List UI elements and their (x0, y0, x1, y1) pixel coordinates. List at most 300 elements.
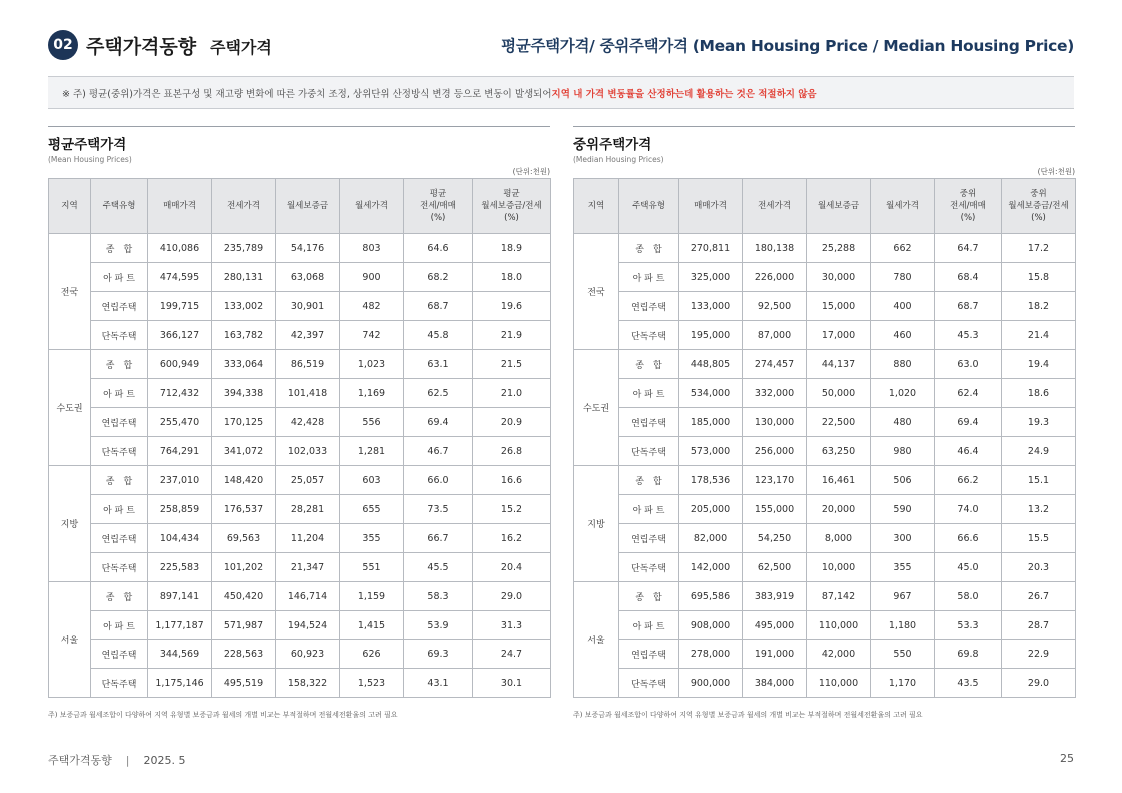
value-cell: 15.8 (1002, 263, 1076, 292)
value-cell: 274,457 (743, 350, 807, 379)
column-header: 전세가격 (212, 179, 276, 234)
housing-type-cell: 연립주택 (91, 524, 148, 553)
value-cell: 92,500 (743, 292, 807, 321)
value-cell: 16.6 (473, 466, 551, 495)
footer-date: 2025. 5 (143, 754, 186, 767)
value-cell: 195,000 (679, 321, 743, 350)
value-cell: 123,170 (743, 466, 807, 495)
housing-type-cell: 단독주택 (91, 321, 148, 350)
region-cell: 서울 (574, 582, 619, 698)
table-row (49, 350, 551, 379)
table-row (49, 669, 551, 698)
mean-table-title-en: (Mean Housing Prices) (48, 155, 132, 164)
value-cell: 15,000 (807, 292, 871, 321)
value-cell: 15.5 (1002, 524, 1076, 553)
value-cell: 158,322 (276, 669, 340, 698)
housing-type-cell: 연립주택 (619, 292, 679, 321)
value-cell: 66.6 (935, 524, 1002, 553)
value-cell: 506 (871, 466, 935, 495)
table-row (574, 553, 1076, 582)
value-cell: 20.9 (473, 408, 551, 437)
mean-table-footnote: 주) 보증금과 월세조합이 다양하여 지역 유형별 보증금과 월세의 개별 비교는 부적절하며 전월세전환율의 고려 필요 (48, 711, 398, 719)
value-cell: 355 (871, 553, 935, 582)
value-cell: 17.2 (1002, 234, 1076, 263)
mean-price-panel (48, 126, 550, 698)
table-row (574, 350, 1076, 379)
value-cell: 495,000 (743, 611, 807, 640)
region-cell: 지방 (49, 466, 91, 582)
value-cell: 8,000 (807, 524, 871, 553)
value-cell: 474,595 (148, 263, 212, 292)
value-cell: 29.0 (473, 582, 551, 611)
value-cell: 256,000 (743, 437, 807, 466)
column-header: 월세가격 (871, 179, 935, 234)
value-cell: 31.3 (473, 611, 551, 640)
value-cell: 344,569 (148, 640, 212, 669)
notice-text: ※ 주) 평균(중위)가격은 표본구성 및 재고량 변화에 따른 가중치 조정, 상위단위 산정방식 변경 등으로 변동이 발생되어 (62, 88, 552, 100)
value-cell: 133,002 (212, 292, 276, 321)
value-cell: 900,000 (679, 669, 743, 698)
value-cell: 333,064 (212, 350, 276, 379)
value-cell: 803 (340, 234, 404, 263)
table-row (49, 437, 551, 466)
value-cell: 68.7 (935, 292, 1002, 321)
table-row (574, 640, 1076, 669)
value-cell: 280,131 (212, 263, 276, 292)
value-cell: 69.8 (935, 640, 1002, 669)
value-cell: 68.2 (404, 263, 473, 292)
value-cell: 1,175,146 (148, 669, 212, 698)
table-row (49, 611, 551, 640)
housing-type-cell: 종 합 (91, 582, 148, 611)
value-cell: 1,415 (340, 611, 404, 640)
region-cell: 수도권 (49, 350, 91, 466)
value-cell: 178,536 (679, 466, 743, 495)
value-cell: 255,470 (148, 408, 212, 437)
value-cell: 237,010 (148, 466, 212, 495)
value-cell: 20.4 (473, 553, 551, 582)
housing-type-cell: 연립주택 (91, 408, 148, 437)
value-cell: 170,125 (212, 408, 276, 437)
value-cell: 384,000 (743, 669, 807, 698)
value-cell: 13.2 (1002, 495, 1076, 524)
value-cell: 450,420 (212, 582, 276, 611)
value-cell: 22,500 (807, 408, 871, 437)
value-cell: 573,000 (679, 437, 743, 466)
column-header: 월세보증금 (276, 179, 340, 234)
value-cell: 28.7 (1002, 611, 1076, 640)
region-cell: 전국 (574, 234, 619, 350)
value-cell: 30,000 (807, 263, 871, 292)
value-cell: 626 (340, 640, 404, 669)
value-cell: 50,000 (807, 379, 871, 408)
value-cell: 86,519 (276, 350, 340, 379)
value-cell: 18.6 (1002, 379, 1076, 408)
value-cell: 225,583 (148, 553, 212, 582)
region-cell: 전국 (49, 234, 91, 350)
housing-type-cell: 종 합 (91, 234, 148, 263)
page-header (48, 30, 1074, 60)
value-cell: 355 (340, 524, 404, 553)
column-header: 매매가격 (148, 179, 212, 234)
value-cell: 655 (340, 495, 404, 524)
column-header: 지역 (49, 179, 91, 234)
value-cell: 42,000 (807, 640, 871, 669)
value-cell: 104,434 (148, 524, 212, 553)
value-cell: 410,086 (148, 234, 212, 263)
value-cell: 482 (340, 292, 404, 321)
housing-type-cell: 아 파 트 (91, 611, 148, 640)
panel-divider (48, 126, 550, 127)
table-row (574, 466, 1076, 495)
value-cell: 87,142 (807, 582, 871, 611)
value-cell: 366,127 (148, 321, 212, 350)
value-cell: 712,432 (148, 379, 212, 408)
value-cell: 880 (871, 350, 935, 379)
housing-type-cell: 아 파 트 (91, 495, 148, 524)
value-cell: 534,000 (679, 379, 743, 408)
value-cell: 15.1 (1002, 466, 1076, 495)
value-cell: 63.0 (935, 350, 1002, 379)
value-cell: 600,949 (148, 350, 212, 379)
section-number-badge: 02 (48, 30, 78, 60)
value-cell: 662 (871, 234, 935, 263)
value-cell: 742 (340, 321, 404, 350)
value-cell: 21.0 (473, 379, 551, 408)
column-header: 평균 월세보증금/전세 (%) (473, 179, 551, 234)
page-number: 25 (1060, 752, 1074, 765)
value-cell: 20,000 (807, 495, 871, 524)
value-cell: 45.5 (404, 553, 473, 582)
table-row (49, 292, 551, 321)
value-cell: 1,180 (871, 611, 935, 640)
value-cell: 133,000 (679, 292, 743, 321)
value-cell: 43.1 (404, 669, 473, 698)
value-cell: 17,000 (807, 321, 871, 350)
value-cell: 146,714 (276, 582, 340, 611)
value-cell: 194,524 (276, 611, 340, 640)
value-cell: 24.7 (473, 640, 551, 669)
table-row (49, 379, 551, 408)
housing-type-cell: 종 합 (619, 466, 679, 495)
value-cell: 191,000 (743, 640, 807, 669)
value-cell: 69.4 (404, 408, 473, 437)
value-cell: 63,250 (807, 437, 871, 466)
housing-type-cell: 단독주택 (91, 669, 148, 698)
value-cell: 62.4 (935, 379, 1002, 408)
value-cell: 74.0 (935, 495, 1002, 524)
housing-type-cell: 연립주택 (619, 408, 679, 437)
median-table-unit: (단위:천원) (1037, 167, 1075, 176)
value-cell: 16,461 (807, 466, 871, 495)
housing-type-cell: 아 파 트 (619, 495, 679, 524)
value-cell: 18.9 (473, 234, 551, 263)
column-header: 평균 전세/매매 (%) (404, 179, 473, 234)
value-cell: 30.1 (473, 669, 551, 698)
value-cell: 54,250 (743, 524, 807, 553)
value-cell: 695,586 (679, 582, 743, 611)
table-row (49, 495, 551, 524)
region-cell: 수도권 (574, 350, 619, 466)
table-row (574, 669, 1076, 698)
value-cell: 24.9 (1002, 437, 1076, 466)
value-cell: 62.5 (404, 379, 473, 408)
value-cell: 21.4 (1002, 321, 1076, 350)
value-cell: 45.8 (404, 321, 473, 350)
value-cell: 64.6 (404, 234, 473, 263)
value-cell: 46.4 (935, 437, 1002, 466)
table-row (49, 321, 551, 350)
region-cell: 지방 (574, 466, 619, 582)
value-cell: 383,919 (743, 582, 807, 611)
table-row (49, 466, 551, 495)
column-header: 중위 월세보증금/전세 (%) (1002, 179, 1076, 234)
value-cell: 226,000 (743, 263, 807, 292)
table-row (574, 263, 1076, 292)
table-row (574, 611, 1076, 640)
value-cell: 62,500 (743, 553, 807, 582)
value-cell: 1,523 (340, 669, 404, 698)
value-cell: 58.0 (935, 582, 1002, 611)
column-header: 중위 전세/매매 (%) (935, 179, 1002, 234)
value-cell: 11,204 (276, 524, 340, 553)
value-cell: 60,923 (276, 640, 340, 669)
table-row (574, 582, 1076, 611)
value-cell: 780 (871, 263, 935, 292)
value-cell: 176,537 (212, 495, 276, 524)
median-price-table (573, 178, 1076, 698)
table-row (574, 292, 1076, 321)
value-cell: 63,068 (276, 263, 340, 292)
value-cell: 25,057 (276, 466, 340, 495)
value-cell: 130,000 (743, 408, 807, 437)
value-cell: 26.7 (1002, 582, 1076, 611)
value-cell: 325,000 (679, 263, 743, 292)
value-cell: 897,141 (148, 582, 212, 611)
table-row (574, 321, 1076, 350)
housing-type-cell: 단독주택 (619, 437, 679, 466)
value-cell: 66.2 (935, 466, 1002, 495)
value-cell: 43.5 (935, 669, 1002, 698)
table-row (49, 408, 551, 437)
value-cell: 30,901 (276, 292, 340, 321)
value-cell: 21.9 (473, 321, 551, 350)
value-cell: 550 (871, 640, 935, 669)
value-cell: 26.8 (473, 437, 551, 466)
value-cell: 42,397 (276, 321, 340, 350)
housing-type-cell: 아 파 트 (619, 379, 679, 408)
value-cell: 69.4 (935, 408, 1002, 437)
value-cell: 1,170 (871, 669, 935, 698)
value-cell: 185,000 (679, 408, 743, 437)
value-cell: 29.0 (1002, 669, 1076, 698)
value-cell: 480 (871, 408, 935, 437)
value-cell: 967 (871, 582, 935, 611)
housing-type-cell: 단독주택 (619, 669, 679, 698)
value-cell: 19.3 (1002, 408, 1076, 437)
table-header-row (574, 179, 1076, 234)
value-cell: 180,138 (743, 234, 807, 263)
value-cell: 1,177,187 (148, 611, 212, 640)
value-cell: 551 (340, 553, 404, 582)
value-cell: 45.3 (935, 321, 1002, 350)
housing-type-cell: 연립주택 (619, 524, 679, 553)
value-cell: 1,020 (871, 379, 935, 408)
value-cell: 590 (871, 495, 935, 524)
table-row (49, 582, 551, 611)
housing-type-cell: 단독주택 (91, 553, 148, 582)
median-table-footnote: 주) 보증금과 월세조합이 다양하여 지역 유형별 보증금과 월세의 개별 비교는 부적절하며 전월세전환율의 고려 필요 (573, 711, 923, 719)
value-cell: 21.5 (473, 350, 551, 379)
table-header-row (49, 179, 551, 234)
value-cell: 278,000 (679, 640, 743, 669)
value-cell: 64.7 (935, 234, 1002, 263)
table-row (49, 553, 551, 582)
value-cell: 69,563 (212, 524, 276, 553)
value-cell: 28,281 (276, 495, 340, 524)
column-header: 주택유형 (619, 179, 679, 234)
table-row (49, 234, 551, 263)
value-cell: 87,000 (743, 321, 807, 350)
value-cell: 53.3 (935, 611, 1002, 640)
mean-table-unit: (단위:천원) (512, 167, 550, 176)
value-cell: 53.9 (404, 611, 473, 640)
value-cell: 571,987 (212, 611, 276, 640)
value-cell: 199,715 (148, 292, 212, 321)
value-cell: 556 (340, 408, 404, 437)
value-cell: 54,176 (276, 234, 340, 263)
column-header: 매매가격 (679, 179, 743, 234)
value-cell: 980 (871, 437, 935, 466)
value-cell: 258,859 (148, 495, 212, 524)
value-cell: 66.0 (404, 466, 473, 495)
table-row (574, 495, 1076, 524)
value-cell: 142,000 (679, 553, 743, 582)
value-cell: 900 (340, 263, 404, 292)
housing-type-cell: 아 파 트 (619, 263, 679, 292)
value-cell: 21,347 (276, 553, 340, 582)
value-cell: 68.7 (404, 292, 473, 321)
value-cell: 460 (871, 321, 935, 350)
value-cell: 110,000 (807, 669, 871, 698)
value-cell: 19.6 (473, 292, 551, 321)
median-table-title-en: (Median Housing Prices) (573, 155, 664, 164)
value-cell: 42,428 (276, 408, 340, 437)
column-header: 지역 (574, 179, 619, 234)
value-cell: 1,023 (340, 350, 404, 379)
column-header: 월세보증금 (807, 179, 871, 234)
value-cell: 448,805 (679, 350, 743, 379)
value-cell: 69.3 (404, 640, 473, 669)
value-cell: 155,000 (743, 495, 807, 524)
mean-table-title: 평균주택가격 (48, 137, 127, 153)
page-footer (48, 752, 185, 768)
table-row (49, 524, 551, 553)
housing-type-cell: 연립주택 (619, 640, 679, 669)
value-cell: 101,418 (276, 379, 340, 408)
table-row (574, 234, 1076, 263)
panel-divider (573, 126, 1075, 127)
value-cell: 205,000 (679, 495, 743, 524)
table-row (574, 379, 1076, 408)
housing-type-cell: 종 합 (619, 350, 679, 379)
value-cell: 603 (340, 466, 404, 495)
table-row (49, 640, 551, 669)
page-heading: 평균주택가격/ 중위주택가격 (Mean Housing Price / Median Housing Price) (501, 37, 1074, 55)
value-cell: 25,288 (807, 234, 871, 263)
housing-type-cell: 종 합 (91, 350, 148, 379)
value-cell: 10,000 (807, 553, 871, 582)
housing-type-cell: 연립주택 (91, 292, 148, 321)
value-cell: 44,137 (807, 350, 871, 379)
value-cell: 235,789 (212, 234, 276, 263)
value-cell: 58.3 (404, 582, 473, 611)
column-header: 전세가격 (743, 179, 807, 234)
housing-type-cell: 아 파 트 (91, 263, 148, 292)
median-table-title: 중위주택가격 (573, 137, 652, 153)
value-cell: 495,519 (212, 669, 276, 698)
housing-type-cell: 단독주택 (619, 553, 679, 582)
section-subtitle: 주택가격 (210, 38, 272, 57)
value-cell: 300 (871, 524, 935, 553)
value-cell: 46.7 (404, 437, 473, 466)
value-cell: 908,000 (679, 611, 743, 640)
housing-type-cell: 아 파 트 (91, 379, 148, 408)
value-cell: 82,000 (679, 524, 743, 553)
table-row (574, 437, 1076, 466)
notice-box (48, 76, 1074, 109)
value-cell: 228,563 (212, 640, 276, 669)
value-cell: 63.1 (404, 350, 473, 379)
value-cell: 163,782 (212, 321, 276, 350)
housing-type-cell: 종 합 (619, 234, 679, 263)
value-cell: 15.2 (473, 495, 551, 524)
section-title: 주택가격동향 (86, 36, 197, 58)
value-cell: 400 (871, 292, 935, 321)
housing-type-cell: 아 파 트 (619, 611, 679, 640)
value-cell: 16.2 (473, 524, 551, 553)
value-cell: 394,338 (212, 379, 276, 408)
value-cell: 101,202 (212, 553, 276, 582)
value-cell: 1,159 (340, 582, 404, 611)
value-cell: 148,420 (212, 466, 276, 495)
column-header: 주택유형 (91, 179, 148, 234)
value-cell: 1,169 (340, 379, 404, 408)
mean-price-table (48, 178, 551, 698)
value-cell: 270,811 (679, 234, 743, 263)
region-cell: 서울 (49, 582, 91, 698)
value-cell: 102,033 (276, 437, 340, 466)
housing-type-cell: 종 합 (91, 466, 148, 495)
value-cell: 18.2 (1002, 292, 1076, 321)
footer-separator: | (125, 754, 130, 767)
value-cell: 110,000 (807, 611, 871, 640)
value-cell: 764,291 (148, 437, 212, 466)
notice-highlight: 지역 내 가격 변동률을 산정하는데 활용하는 것은 적절하지 않음 (551, 88, 817, 100)
value-cell: 332,000 (743, 379, 807, 408)
median-price-panel (573, 126, 1075, 698)
value-cell: 19.4 (1002, 350, 1076, 379)
table-row (574, 524, 1076, 553)
table-row (49, 263, 551, 292)
value-cell: 1,281 (340, 437, 404, 466)
value-cell: 73.5 (404, 495, 473, 524)
value-cell: 68.4 (935, 263, 1002, 292)
table-row (574, 408, 1076, 437)
value-cell: 20.3 (1002, 553, 1076, 582)
housing-type-cell: 단독주택 (91, 437, 148, 466)
value-cell: 18.0 (473, 263, 551, 292)
